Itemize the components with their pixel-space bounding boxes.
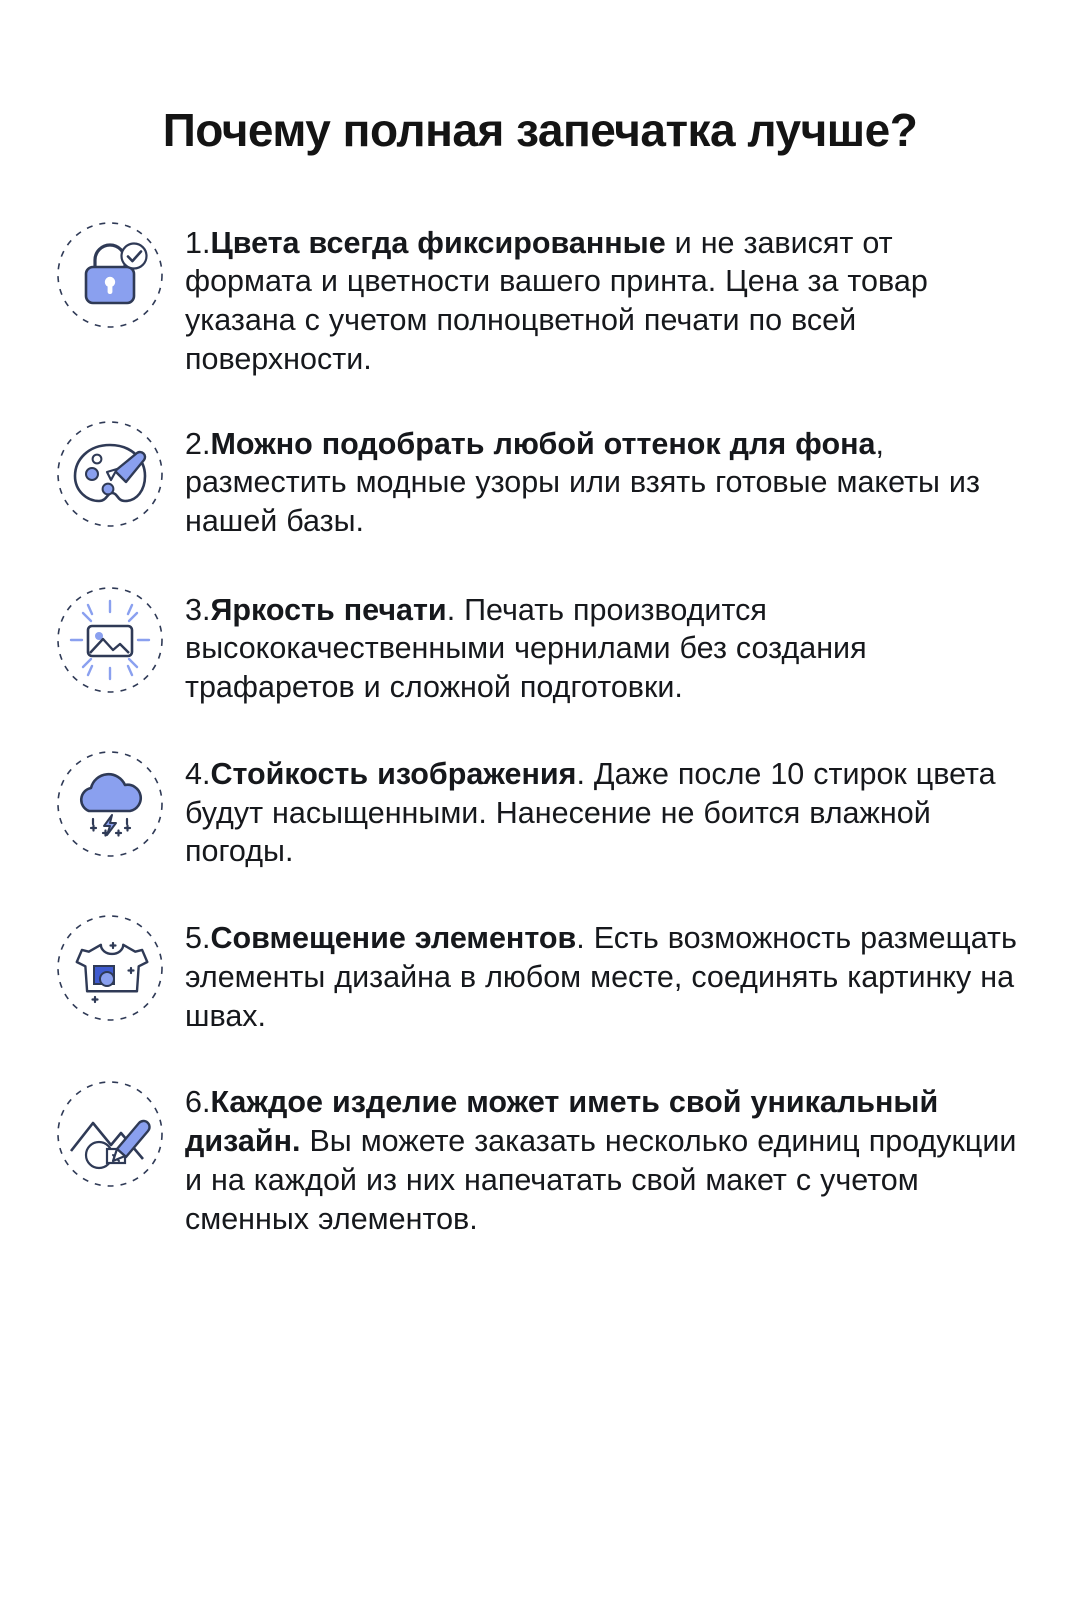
item-bold-text: Яркость печати <box>210 592 447 627</box>
bright-image-icon <box>55 585 165 695</box>
item-number: 3. <box>185 592 211 627</box>
item-rest-text: Вы можете заказать несколько единиц продукции и на каждой из них напечатать свой макет с учетом сменных элементов. <box>185 1124 1017 1236</box>
list-item <box>0 419 1080 541</box>
list-item <box>0 913 1080 1035</box>
tshirt-print-icon <box>55 913 165 1023</box>
item-bold-text: Можно подобрать любой оттенок для фона <box>210 426 876 461</box>
list-item-text <box>185 749 1020 871</box>
page-title: Почему полная запечатка лучше? <box>162 104 918 156</box>
item-number: 5. <box>185 921 211 956</box>
list-item-text <box>185 913 1020 1035</box>
item-rest-text: , разместить модные узоры или взять готовые макеты из нашей базы. <box>185 426 980 538</box>
benefits-list <box>0 220 1080 1239</box>
item-rest-text: . Даже после 10 стирок цвета будут насыщенными. Нанесение не боится влажной погоды. <box>185 756 996 869</box>
item-bold-text: Цвета всегда фиксированные <box>210 225 666 260</box>
list-item <box>0 220 1080 379</box>
list-item-text <box>185 585 1020 707</box>
item-rest-text: и не зависят от формата и цветности вашего принта. Цена за товар указана с учетом полноцветной печати по всей поверхности. <box>185 225 928 376</box>
cloud-rain-icon <box>55 749 165 859</box>
list-item <box>0 749 1080 871</box>
list-item-text <box>185 1079 1020 1238</box>
list-item-text <box>185 220 1020 379</box>
list-item <box>0 1079 1080 1238</box>
item-bold-text: Каждое изделие может иметь свой уникальный дизайн. <box>185 1085 939 1159</box>
palette-brush-icon <box>55 419 165 529</box>
item-number: 6. <box>185 1085 211 1120</box>
item-rest-text: . Печать производится высококачественными чернилами без создания трафаретов и сложной подготовки. <box>185 592 867 705</box>
item-bold-text: Стойкость изображения <box>210 756 577 791</box>
image-pencil-icon <box>55 1079 165 1189</box>
list-item-text <box>185 419 1020 541</box>
item-number: 4. <box>185 756 211 791</box>
item-rest-text: . Есть возможность размещать элементы дизайна в любом месте, соединять картинку на швах. <box>185 921 1017 1033</box>
item-bold-text: Совмещение элементов <box>210 921 577 956</box>
item-number: 1. <box>185 225 211 260</box>
lock-check-icon <box>55 220 165 330</box>
item-number: 2. <box>185 426 211 461</box>
list-item <box>0 585 1080 707</box>
